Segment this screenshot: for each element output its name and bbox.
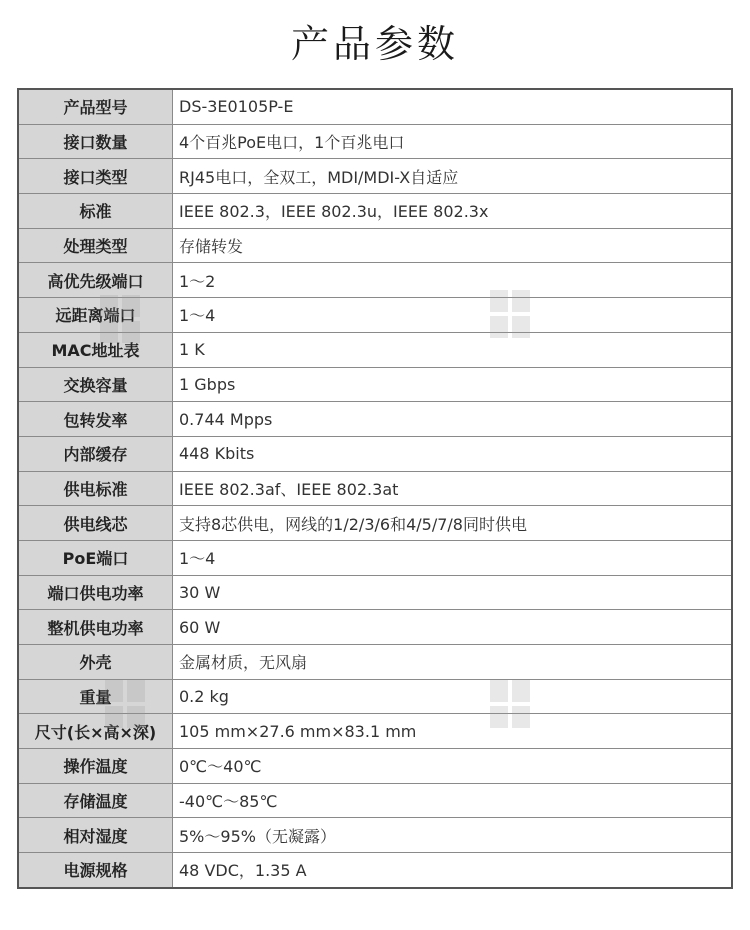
spec-label: 交换容量 (18, 367, 173, 402)
spec-value: RJ45电口，全双工，MDI/MDI-X自适应 (173, 159, 733, 194)
spec-row (18, 194, 732, 229)
spec-row (18, 575, 732, 610)
spec-label: 重量 (18, 679, 173, 714)
spec-row (18, 540, 732, 575)
spec-row (18, 818, 732, 853)
spec-label: 整机供电功率 (18, 610, 173, 645)
spec-value: 0.2 kg (173, 679, 733, 714)
spec-label: 高优先级端口 (18, 263, 173, 298)
spec-label: 远距离端口 (18, 298, 173, 333)
spec-row (18, 679, 732, 714)
spec-row (18, 228, 732, 263)
spec-value: 30 W (173, 575, 733, 610)
spec-row (18, 783, 732, 818)
spec-label: 接口类型 (18, 159, 173, 194)
spec-label: 操作温度 (18, 749, 173, 784)
spec-label: PoE端口 (18, 540, 173, 575)
spec-value: 5%～95%（无凝露） (173, 818, 733, 853)
spec-row (18, 124, 732, 159)
spec-label: 处理类型 (18, 228, 173, 263)
spec-table (17, 88, 733, 889)
spec-value: IEEE 802.3，IEEE 802.3u，IEEE 802.3x (173, 194, 733, 229)
spec-row (18, 471, 732, 506)
spec-row (18, 436, 732, 471)
spec-label: 供电标准 (18, 471, 173, 506)
spec-row (18, 610, 732, 645)
spec-row (18, 89, 732, 124)
spec-value: 0℃～40℃ (173, 749, 733, 784)
spec-row (18, 402, 732, 437)
spec-value: 0.744 Mpps (173, 402, 733, 437)
spec-label: MAC地址表 (18, 332, 173, 367)
spec-label: 存储温度 (18, 783, 173, 818)
spec-label: 端口供电功率 (18, 575, 173, 610)
spec-value: 105 mm×27.6 mm×83.1 mm (173, 714, 733, 749)
spec-value: 60 W (173, 610, 733, 645)
spec-row (18, 645, 732, 680)
spec-row (18, 853, 732, 888)
spec-row (18, 332, 732, 367)
spec-label: 产品型号 (18, 89, 173, 124)
spec-value: 1 Gbps (173, 367, 733, 402)
spec-row (18, 298, 732, 333)
spec-row (18, 263, 732, 298)
spec-row (18, 714, 732, 749)
spec-value: DS-3E0105P-E (173, 89, 733, 124)
spec-row (18, 506, 732, 541)
spec-row (18, 159, 732, 194)
page-title: 产品参数 (290, 22, 459, 66)
spec-label: 外壳 (18, 645, 173, 680)
spec-value: 金属材质，无风扇 (173, 645, 733, 680)
spec-label: 内部缓存 (18, 436, 173, 471)
spec-label: 接口数量 (18, 124, 173, 159)
spec-value: 48 VDC，1.35 A (173, 853, 733, 888)
spec-value: IEEE 802.3af、IEEE 802.3at (173, 471, 733, 506)
spec-label: 供电线芯 (18, 506, 173, 541)
spec-label: 相对湿度 (18, 818, 173, 853)
spec-value: 存储转发 (173, 228, 733, 263)
spec-row (18, 367, 732, 402)
spec-label: 尺寸(长×高×深) (18, 714, 173, 749)
spec-value: -40℃～85℃ (173, 783, 733, 818)
spec-value: 448 Kbits (173, 436, 733, 471)
spec-value: 4个百兆PoE电口，1个百兆电口 (173, 124, 733, 159)
spec-value: 1～4 (173, 298, 733, 333)
spec-value: 支持8芯供电，网线的1/2/3/6和4/5/7/8同时供电 (173, 506, 733, 541)
spec-label: 包转发率 (18, 402, 173, 437)
spec-value: 1～4 (173, 540, 733, 575)
spec-label: 标准 (18, 194, 173, 229)
spec-value: 1～2 (173, 263, 733, 298)
spec-row (18, 749, 732, 784)
spec-label: 电源规格 (18, 853, 173, 888)
spec-table-body (18, 89, 732, 888)
spec-value: 1 K (173, 332, 733, 367)
